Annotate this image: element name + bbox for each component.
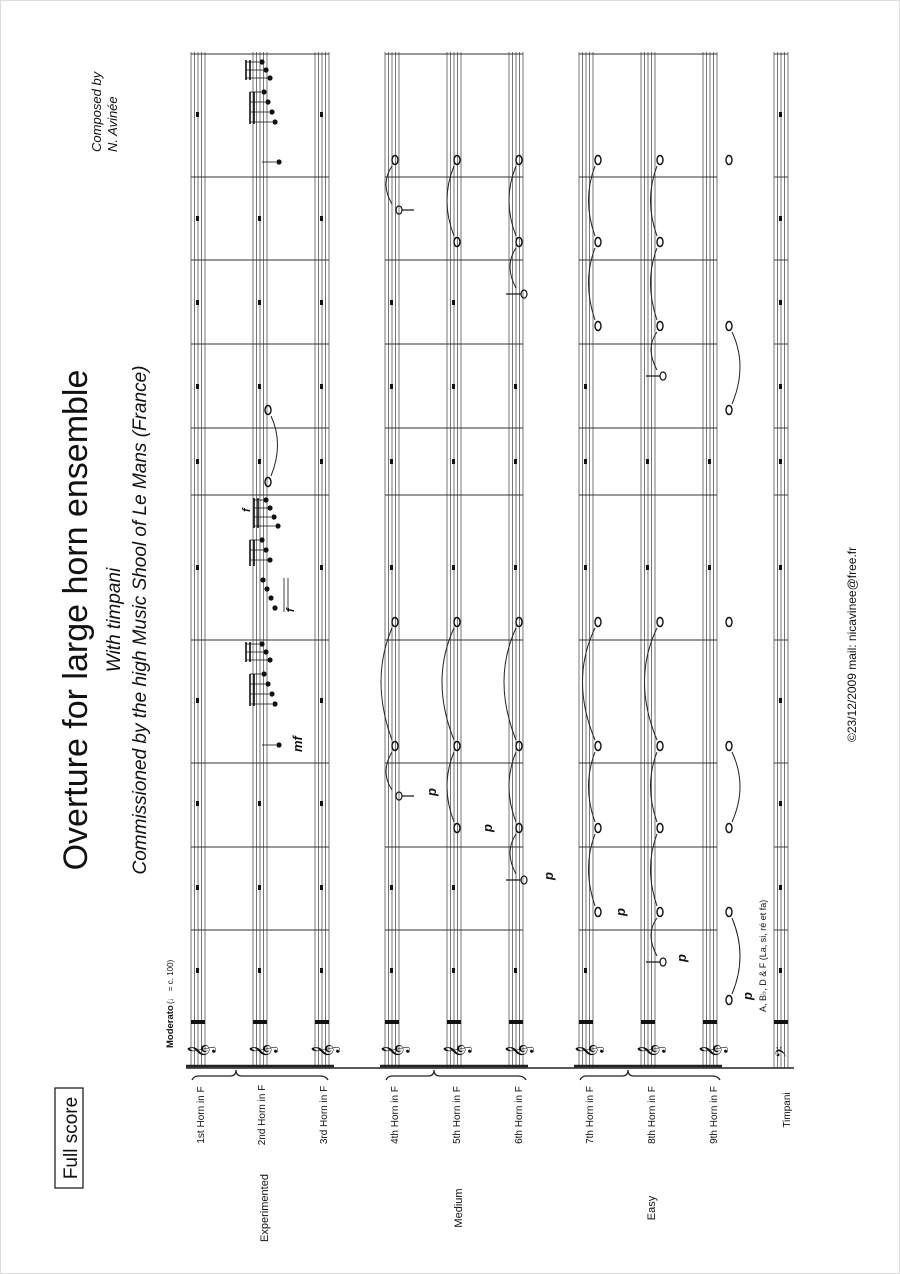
- treble-clef-icon: 𝄞: [188, 1043, 215, 1058]
- group-label-easy: Easy: [646, 1195, 658, 1221]
- rest-icon: [452, 384, 455, 389]
- treble-clef-icon: 𝄞: [444, 1043, 471, 1058]
- composer-name: N. Avinée: [105, 96, 120, 152]
- full-score-label: Full score: [61, 1096, 82, 1180]
- footer-copyright: ©23/12/2009 mail: nicavinee@free.fr: [845, 546, 859, 742]
- instrument-label-horn-9: 9th Horn in F: [709, 1086, 720, 1144]
- rest-icon: [584, 459, 587, 464]
- treble-clef-icon: 𝄞: [250, 1043, 277, 1058]
- rest-icon: [320, 801, 323, 806]
- group-label-medium: Medium: [453, 1188, 465, 1228]
- dynamic-marking: p: [613, 908, 628, 916]
- rest-icon: [708, 565, 711, 570]
- rest-icon: [779, 112, 782, 117]
- rest-icon: [708, 459, 711, 464]
- rest-icon: [390, 459, 393, 464]
- instrument-label-horn-4: 4th Horn in F: [390, 1086, 401, 1144]
- rest-icon: [390, 384, 393, 389]
- staff-horn-8: [641, 52, 655, 1068]
- rest-icon: [258, 885, 261, 890]
- dynamic-marking: mf: [290, 736, 305, 752]
- rest-icon: [779, 698, 782, 703]
- rest-icon: [779, 885, 782, 890]
- group-label-experimented: Experimented: [259, 1174, 271, 1242]
- time-signature-icon: [774, 1020, 788, 1024]
- dynamic-marking: f: [285, 608, 297, 612]
- staff-horn-1: [191, 52, 205, 1068]
- rest-icon: [779, 565, 782, 570]
- brace-medium: [386, 1070, 526, 1080]
- rest-icon: [452, 300, 455, 305]
- time-signature-icon: [385, 1020, 399, 1024]
- rest-icon: [514, 384, 517, 389]
- time-signature-icon: [315, 1020, 329, 1024]
- rest-icon: [320, 300, 323, 305]
- rest-icon: [320, 698, 323, 703]
- rest-icon: [196, 216, 199, 221]
- bar-lines: [191, 54, 788, 930]
- bass-clef-icon: 𝄢: [773, 1046, 793, 1058]
- rest-icon: [514, 459, 517, 464]
- treble-clef-icon: 𝄞: [506, 1043, 533, 1058]
- rest-icon: [196, 300, 199, 305]
- rest-icon: [258, 384, 261, 389]
- rest-icon: [646, 459, 649, 464]
- rest-icon: [196, 968, 199, 973]
- instrument-labels: [196, 1085, 793, 1146]
- rest-icon: [646, 565, 649, 570]
- rest-icon: [320, 968, 323, 973]
- rest-icon: [390, 565, 393, 570]
- rest-icon: [514, 968, 517, 973]
- rest-icon: [258, 968, 261, 973]
- brace-easy: [580, 1070, 720, 1080]
- horn-2-run-2: [250, 497, 288, 612]
- rest-icon: [452, 565, 455, 570]
- rest-icon: [390, 885, 393, 890]
- treble-clef-icon: 𝄞: [700, 1043, 727, 1058]
- instrument-label-horn-7: 7th Horn in F: [585, 1086, 596, 1144]
- tempo-metronome: (♩ = c. 100): [166, 959, 175, 1004]
- whole-notes: [265, 156, 732, 1005]
- rest-icon: [452, 459, 455, 464]
- rest-icon: [390, 968, 393, 973]
- treble-clef-icon: 𝄞: [638, 1043, 665, 1058]
- rest-icon: [320, 885, 323, 890]
- dynamic-marking: p: [674, 954, 689, 962]
- staff-horn-3: [315, 52, 329, 1068]
- time-signature-icon: [703, 1020, 717, 1024]
- page-title: Overture for large horn ensemble: [57, 369, 95, 871]
- rest-icon: [779, 384, 782, 389]
- time-signature-icon: [253, 1020, 267, 1024]
- staff-lines: [191, 52, 788, 1068]
- rest-icon: [258, 801, 261, 806]
- rest-icon: [779, 300, 782, 305]
- instrument-label-horn-5: 5th Horn in F: [452, 1086, 463, 1144]
- time-signatures: [191, 1020, 788, 1024]
- rest-icon: [196, 384, 199, 389]
- rest-icon: [584, 968, 587, 973]
- rest-icon: [320, 216, 323, 221]
- staff-horn-5: [447, 52, 461, 1068]
- rest-icon: [452, 968, 455, 973]
- subtitle: With timpani: [104, 567, 125, 673]
- clefs: [188, 1044, 793, 1058]
- rest-icon: [320, 384, 323, 389]
- dynamic-marking: p: [424, 788, 439, 796]
- time-signature-icon: [641, 1020, 655, 1024]
- composer-label: Composed by: [89, 71, 104, 152]
- instrument-label-timpani: Timpani: [782, 1092, 793, 1128]
- instrument-label-horn-2: 2nd Horn in F: [257, 1084, 268, 1146]
- treble-clef-icon: 𝄞: [312, 1043, 339, 1058]
- treble-clef-icon: 𝄞: [576, 1043, 603, 1058]
- dynamic-marking: p: [541, 872, 556, 880]
- time-signature-icon: [447, 1020, 461, 1024]
- rest-icon: [779, 459, 782, 464]
- instrument-label-horn-8: 8th Horn in F: [647, 1086, 658, 1144]
- dynamic-marking: p: [480, 824, 495, 832]
- group-braces: [192, 1070, 720, 1080]
- rest-icon: [258, 216, 261, 221]
- dynamic-marking: p: [740, 992, 755, 1000]
- time-signature-icon: [191, 1020, 205, 1024]
- rest-icon: [320, 459, 323, 464]
- full-score-badge: [55, 1088, 83, 1188]
- rest-icon: [320, 565, 323, 570]
- rest-icon: [196, 459, 199, 464]
- commission-line: Commissioned by the high Music Shool of Le Mans (France): [130, 365, 151, 875]
- staff-horn-7: [579, 52, 593, 1068]
- rests: [196, 112, 782, 973]
- rest-icon: [584, 565, 587, 570]
- staff-horn-4: [385, 52, 399, 1068]
- time-signature-icon: [509, 1020, 523, 1024]
- staff-horn-6: [509, 52, 523, 1068]
- dynamic-marking: f: [241, 508, 253, 512]
- rest-icon: [320, 112, 323, 117]
- rest-icon: [779, 801, 782, 806]
- rest-icon: [196, 801, 199, 806]
- time-signature-icon: [579, 1020, 593, 1024]
- tempo-marking: Moderato: [165, 1005, 176, 1048]
- instrument-label-horn-3: 3rd Horn in F: [319, 1085, 330, 1145]
- treble-clef-icon: 𝄞: [382, 1043, 409, 1058]
- half-notes: [396, 206, 666, 966]
- rest-icon: [514, 565, 517, 570]
- staff-timpani: [774, 52, 788, 1068]
- rest-icon: [452, 885, 455, 890]
- rest-icon: [258, 300, 261, 305]
- system-lines: [186, 1066, 794, 1068]
- ties: [271, 166, 740, 994]
- rest-icon: [196, 698, 199, 703]
- rest-icon: [196, 565, 199, 570]
- rest-icon: [196, 112, 199, 117]
- rest-icon: [584, 384, 587, 389]
- timpani-tuning-note: A, B♭, D & F (La, si, ré et fa): [758, 899, 768, 1012]
- instrument-label-horn-1: 1st Horn in F: [196, 1086, 207, 1144]
- staff-horn-9: [703, 52, 717, 1068]
- rest-icon: [196, 885, 199, 890]
- rest-icon: [779, 968, 782, 973]
- rest-icon: [258, 459, 261, 464]
- instrument-label-horn-6: 6th Horn in F: [514, 1086, 525, 1144]
- group-labels: [259, 1174, 658, 1242]
- rest-icon: [390, 300, 393, 305]
- rest-icon: [779, 216, 782, 221]
- brace-experimented: [192, 1070, 328, 1080]
